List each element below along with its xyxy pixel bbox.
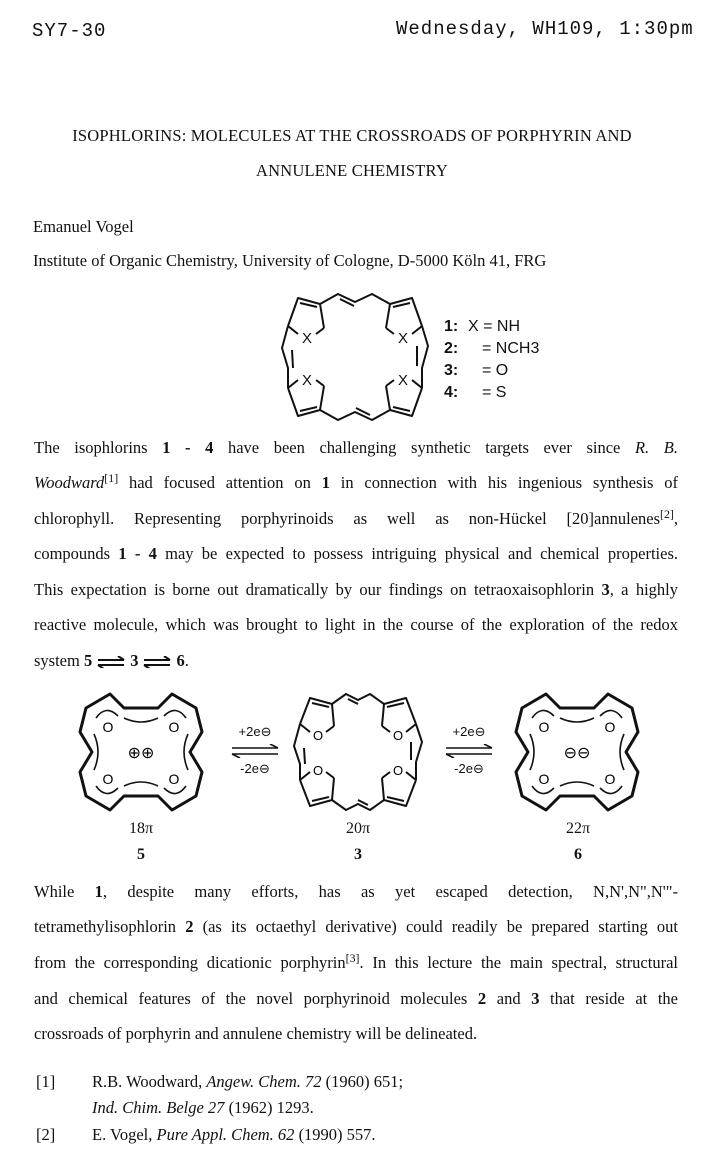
reduction-label-2: +2e⊖ (452, 724, 486, 739)
legend-substituent: = S (482, 384, 507, 401)
pi-count-5: 18π (128, 820, 154, 837)
atom-x-label: X (397, 330, 409, 347)
atom-o-label: O (392, 728, 404, 743)
pi-count-3: 20π (345, 820, 371, 837)
legend-row (444, 362, 539, 384)
citation-1: [1] (104, 471, 119, 486)
equilibrium-arrow-icon (96, 656, 126, 668)
reference-1-continued: Ind. Chim. Belge 27 (1962) 1293. (92, 1098, 314, 1117)
paragraph-1-line-6: reactive molecule, which was brought to light in the course of the exploration of the redox (34, 615, 678, 634)
reference-number: [2] (36, 1125, 56, 1144)
legend-row (444, 384, 539, 406)
legend-number: 3: (444, 362, 459, 379)
legend-substituent: = NCH3 (482, 340, 540, 357)
atom-o-label: O (168, 771, 180, 787)
atom-o-label: O (312, 728, 324, 743)
legend-number: 2: (444, 340, 459, 357)
dication-structure-5 (72, 688, 210, 816)
redox-arrows-icon (444, 744, 494, 758)
reference-2: E. Vogel, Pure Appl. Chem. 62 (1990) 557. (92, 1125, 376, 1144)
author-affiliation: Institute of Organic Chemistry, University of Cologne, D-5000 Köln 41, FRG (33, 251, 547, 270)
paragraph-1-line-3: chlorophyll. Representing porphyrinoids as well as non-Hückel [20]annulenes[2], (34, 507, 678, 528)
atom-o-label: O (604, 719, 616, 735)
atom-o-label: O (102, 771, 114, 787)
isophlorin-structure (280, 288, 430, 426)
reference-1: R.B. Woodward, Angew. Chem. 72 (1960) 651; (92, 1072, 404, 1091)
paper-title-line-1: ISOPHLORINS: MOLECULES AT THE CROSSROADS OF PORPHYRIN AND (72, 126, 632, 145)
author-name: Emanuel Vogel (33, 217, 134, 236)
legend-substituent: = O (482, 362, 509, 379)
atom-o-label: O (538, 771, 550, 787)
paragraph-2-line-4: and chemical features of the novel porphyrinoid molecules 2 and 3 that reside at the (34, 989, 678, 1008)
legend-number: 1: (444, 318, 459, 335)
legend-row (444, 318, 539, 340)
legend-row (444, 340, 539, 362)
citation-2: [2] (660, 507, 674, 522)
paragraph-1-line-2: Woodward[1] had focused attention on 1 in connection with his ingenious synthesis of (34, 471, 678, 492)
paragraph-2-line-1: While 1, despite many efforts, has as yet escaped detection, N,N',N",N'"- (34, 882, 678, 901)
pi-count-6: 22π (565, 820, 591, 837)
paper-title-line-2: ANNULENE CHEMISTRY (256, 161, 448, 180)
paragraph-2-line-3: from the corresponding dicationic porphyrin[3]. In this lecture the main spectral, structural (34, 951, 678, 972)
reference-number: [1] (36, 1072, 56, 1091)
paragraph-1-line-4: compounds 1 - 4 may be expected to possess intriguing physical and chemical properties. (34, 544, 678, 563)
compound-number-5: 5 (137, 846, 145, 863)
atom-x-label: X (397, 372, 409, 389)
redox-arrows-icon (230, 744, 280, 758)
structure-legend (444, 318, 539, 406)
paragraph-1-line-1: The isophlorins 1 - 4 have been challenging synthetic targets ever since R. B. (34, 438, 678, 457)
paragraph-2-line-2: tetramethylisophlorin 2 (as its octaethyl derivative) could readily be prepared starting out (34, 917, 678, 936)
dianion-structure-6 (508, 688, 646, 816)
atom-o-label: O (102, 719, 114, 735)
paragraph-1-line-5: This expectation is borne out dramatically by our findings on tetraoxaisophlorin 3, a highly (34, 580, 678, 599)
legend-substituent: X = NH (468, 318, 521, 335)
atom-x-label: X (301, 330, 313, 347)
atom-o-label: O (168, 719, 180, 735)
session-code: SY7-30 (32, 20, 107, 42)
atom-o-label: O (538, 719, 550, 735)
reduction-label-1: +2e⊖ (238, 724, 272, 739)
tetraoxaisophlorin-structure-3 (290, 688, 426, 816)
compound-number-6: 6 (574, 846, 582, 863)
dianion-charge: ⊖⊖ (563, 745, 591, 762)
equilibrium-arrow-icon (142, 656, 172, 668)
oxidation-label-2: -2e⊖ (454, 761, 484, 776)
paragraph-1-line-7: system 5 3 6. (34, 651, 189, 670)
dication-charge: ⊕⊕ (127, 745, 155, 762)
session-schedule: Wednesday, WH109, 1:30pm (396, 18, 694, 40)
compound-number-3: 3 (354, 846, 362, 863)
atom-o-label: O (392, 763, 404, 778)
atom-o-label: O (312, 763, 324, 778)
paragraph-2-line-5: crossroads of porphyrin and annulene chemistry will be delineated. (34, 1024, 478, 1043)
atom-x-label: X (301, 372, 313, 389)
oxidation-label-1: -2e⊖ (240, 761, 270, 776)
citation-3: [3] (345, 951, 360, 966)
legend-number: 4: (444, 384, 459, 401)
atom-o-label: O (604, 771, 616, 787)
